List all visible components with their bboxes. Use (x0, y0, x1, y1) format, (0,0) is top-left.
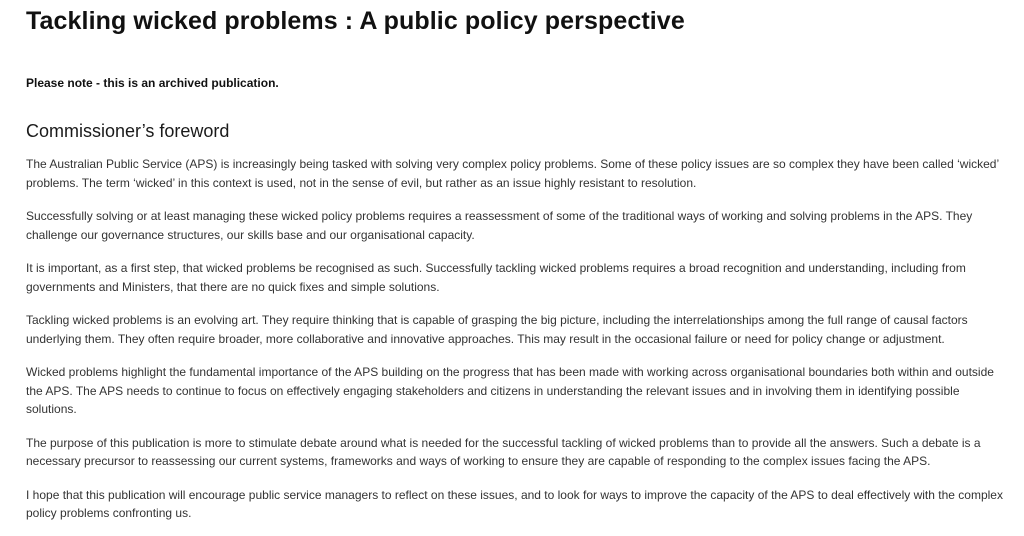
paragraph: The Australian Public Service (APS) is increasingly being tasked with solving very complex policy problems. Some of these policy issues are so complex they have been called ‘wicked’ problems. The term ‘wicked’ in this context is used, not in the sense of evil, but rather as an issue highly resistant to resolution. (26, 157, 999, 190)
paragraph: Successfully solving or at least managing these wicked policy problems requires a reassessment of some of the traditional ways of working and solving problems in the APS. They challenge our governance structures, our skills base and our organisational capacity. (26, 209, 973, 242)
paragraph: I hope that this publication will encourage public service managers to reflect on these issues, and to look for ways to improve the capacity of the APS to deal effectively with the complex policy problems confronting us. (26, 487, 1003, 520)
paragraph: Tackling wicked problems is an evolving art. They require thinking that is capable of grasping the big picture, including the interrelationships among the full range of causal factors underlying them. They often require broader, more collaborative and innovative approaches. This may result in the occasional failure or need for policy change or adjustment. (26, 313, 968, 346)
paragraph: It is important, as a first step, that wicked problems be recognised as such. Successfully tackling wicked problems requires a broad recognition and understanding, including from governments and Ministers, that there are no quick fixes and simple solutions. (26, 261, 966, 294)
section-heading: Commissioner’s foreword (26, 121, 230, 141)
paragraph: The purpose of this publication is more to stimulate debate around what is needed for the successful tackling of wicked problems than to provide all the answers. Such a debate is a necessary precursor to reassessing our current systems, frameworks and ways of working to ensure they are capable of responding to the complex issues facing the APS. (26, 435, 981, 468)
paragraph: Wicked problems highlight the fundamental importance of the APS building on the progress that has been made with working across organisational boundaries both within and outside the APS. The APS needs to continue to focus on effectively engaging stakeholders and citizens in understanding the relevant issues and in involving them in identifying possible solutions. (26, 365, 994, 416)
page-title: Tackling wicked problems : A public policy perspective (26, 7, 685, 35)
archive-notice: Please note - this is an archived publication. (26, 76, 279, 90)
foreword-body (26, 155, 1004, 523)
